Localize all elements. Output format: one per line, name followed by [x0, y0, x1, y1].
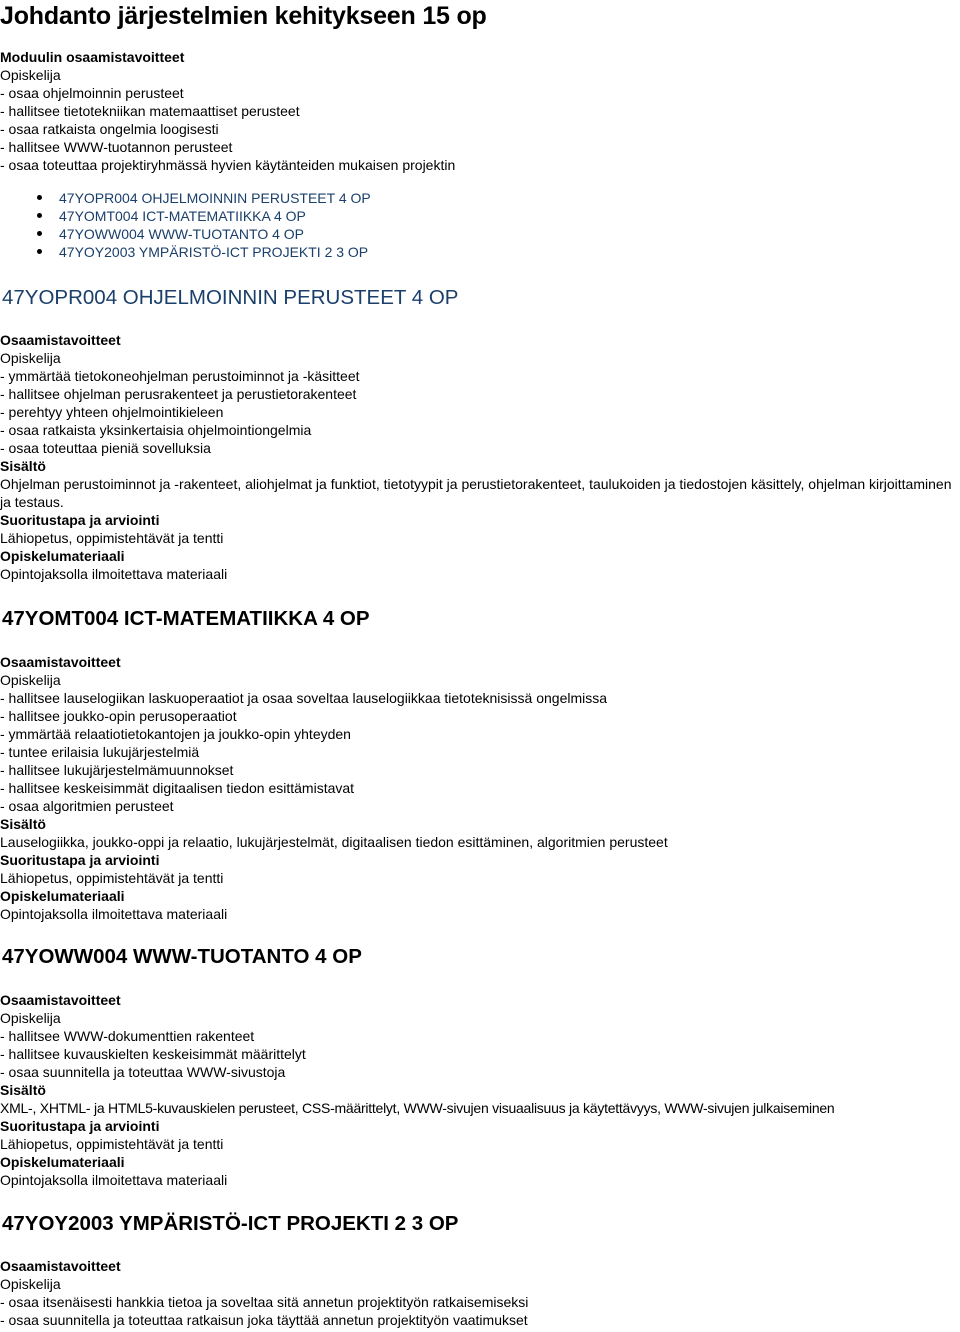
module-goals	[0, 48, 960, 174]
module-goals-subheading: Opiskelija	[0, 67, 61, 83]
course-link[interactable]	[0, 225, 960, 243]
section-title: 47YOPR004 OHJELMOINNIN PERUSTEET 4 OP	[2, 286, 459, 309]
goal-item: - hallitsee ohjelman perusrakenteet ja perustietorakenteet	[0, 386, 357, 402]
goal-item: - osaa toteuttaa pieniä sovelluksia	[0, 440, 211, 456]
goals-heading: Osaamistavoitteet	[0, 654, 121, 670]
student-label: Opiskelija	[0, 1276, 61, 1292]
module-goals-heading: Moduulin osaamistavoitteet	[0, 49, 185, 65]
course-link-label: 47YOPR004 OHJELMOINNIN PERUSTEET 4 OP	[59, 190, 371, 206]
bullet-icon	[37, 249, 42, 254]
method-text: Lähiopetus, oppimistehtävät ja tentti	[0, 870, 224, 886]
goal-item: - osaa suunnitella ja toteuttaa ratkaisun joka täyttää annetun projektityön vaatimukset	[0, 1312, 528, 1328]
material-text: Opintojaksolla ilmoitettava materiaali	[0, 906, 228, 922]
course-link-label: 47YOMT004 ICT-MATEMATIIKKA 4 OP	[59, 208, 306, 224]
material-heading: Opiskelumateriaali	[0, 888, 125, 904]
goal-item: - ymmärtää relaatiotietokantojen ja joukko-opin yhteyden	[0, 726, 351, 742]
method-heading: Suoritustapa ja arviointi	[0, 512, 160, 528]
goal-item: - ymmärtää tietokoneohjelman perustoiminnot ja -käsitteet	[0, 368, 360, 384]
course-section	[0, 653, 960, 923]
content-heading: Sisältö	[0, 1082, 46, 1098]
goal-item: - osaa itsenäisesti hankkia tietoa ja soveltaa sitä annetun projektityön ratkaisemiseksi	[0, 1294, 529, 1310]
content-text: Lauselogiikka, joukko-oppi ja relaatio, lukujärjestelmät, digitaalisen tiedon esittäminen, algoritmien perusteet	[0, 834, 668, 850]
goal-item: - tuntee erilaisia lukujärjestelmiä	[0, 744, 200, 760]
goal-item: - hallitsee keskeisimmät digitaalisen tiedon esittämistavat	[0, 780, 355, 796]
module-goal-item: - hallitsee tietotekniikan matemaattiset perusteet	[0, 103, 300, 119]
bullet-icon	[37, 231, 42, 236]
section-title: 47YOMT004 ICT-MATEMATIIKKA 4 OP	[2, 607, 370, 630]
course-link[interactable]	[0, 207, 960, 225]
material-heading: Opiskelumateriaali	[0, 1154, 125, 1170]
student-label: Opiskelija	[0, 350, 61, 366]
module-goal-item: - osaa toteuttaa projektiryhmässä hyvien käytänteiden mukaisen projektin	[0, 157, 456, 173]
goal-item: - osaa ratkaista yksinkertaisia ohjelmointiongelmia	[0, 422, 312, 438]
section-title: 47YOWW004 WWW-TUOTANTO 4 OP	[2, 945, 362, 968]
bullet-icon	[37, 213, 42, 218]
module-goal-item: - osaa ratkaista ongelmia loogisesti	[0, 121, 219, 137]
method-heading: Suoritustapa ja arviointi	[0, 852, 160, 868]
course-section	[0, 991, 960, 1189]
course-link-label: 47YOWW004 WWW-TUOTANTO 4 OP	[59, 226, 305, 242]
content-text: Ohjelman perustoiminnot ja -rakenteet, aliohjelmat ja funktiot, tietotyypit ja perustietorakenteet, taulukoiden ja tiedostojen käsittely, ohjelman kirjoittaminen ja testaus.	[0, 476, 952, 510]
goals-heading: Osaamistavoitteet	[0, 992, 121, 1008]
goal-item: - osaa suunnitella ja toteuttaa WWW-sivustoja	[0, 1064, 286, 1080]
module-goal-item: - hallitsee WWW-tuotannon perusteet	[0, 139, 233, 155]
method-text: Lähiopetus, oppimistehtävät ja tentti	[0, 1136, 224, 1152]
content-text: XML-, XHTML- ja HTML5-kuvauskielen perusteet, CSS-määrittelyt, WWW-sivujen visuaalisuus ja käytettävyys, WWW-sivujen julkaiseminen	[0, 1100, 835, 1116]
goals-heading: Osaamistavoitteet	[0, 332, 121, 348]
course-link[interactable]	[0, 189, 960, 207]
course-list	[0, 189, 960, 261]
goal-item: - osaa algoritmien perusteet	[0, 798, 174, 814]
goal-item: - perehtyy yhteen ohjelmointikieleen	[0, 404, 224, 420]
bullet-icon	[37, 195, 42, 200]
module-goal-item: - osaa ohjelmoinnin perusteet	[0, 85, 184, 101]
section-title: 47YOY2003 YMPÄRISTÖ-ICT PROJEKTI 2 3 OP	[2, 1212, 459, 1235]
goal-item: - hallitsee lukujärjestelmämuunnokset	[0, 762, 234, 778]
goals-heading: Osaamistavoitteet	[0, 1258, 121, 1274]
course-section	[0, 331, 960, 583]
material-heading: Opiskelumateriaali	[0, 548, 125, 564]
course-link[interactable]	[0, 243, 960, 261]
material-text: Opintojaksolla ilmoitettava materiaali	[0, 566, 228, 582]
goal-item: - hallitsee lauselogiikan laskuoperaatiot ja osaa soveltaa lauselogiikkaa tietoteknisissä ongelmissa	[0, 690, 608, 706]
student-label: Opiskelija	[0, 672, 61, 688]
course-section	[0, 1257, 960, 1329]
goal-item: - hallitsee joukko-opin perusoperaatiot	[0, 708, 237, 724]
content-heading: Sisältö	[0, 458, 46, 474]
student-label: Opiskelija	[0, 1010, 61, 1026]
content-heading: Sisältö	[0, 816, 46, 832]
goal-item: - hallitsee kuvauskielten keskeisimmät määrittelyt	[0, 1046, 306, 1062]
course-link-label: 47YOY2003 YMPÄRISTÖ-ICT PROJEKTI 2 3 OP	[59, 244, 369, 260]
goal-item: - hallitsee WWW-dokumenttien rakenteet	[0, 1028, 255, 1044]
material-text: Opintojaksolla ilmoitettava materiaali	[0, 1172, 228, 1188]
method-text: Lähiopetus, oppimistehtävät ja tentti	[0, 530, 224, 546]
page-title: Johdanto järjestelmien kehitykseen 15 op	[0, 2, 487, 30]
method-heading: Suoritustapa ja arviointi	[0, 1118, 160, 1134]
